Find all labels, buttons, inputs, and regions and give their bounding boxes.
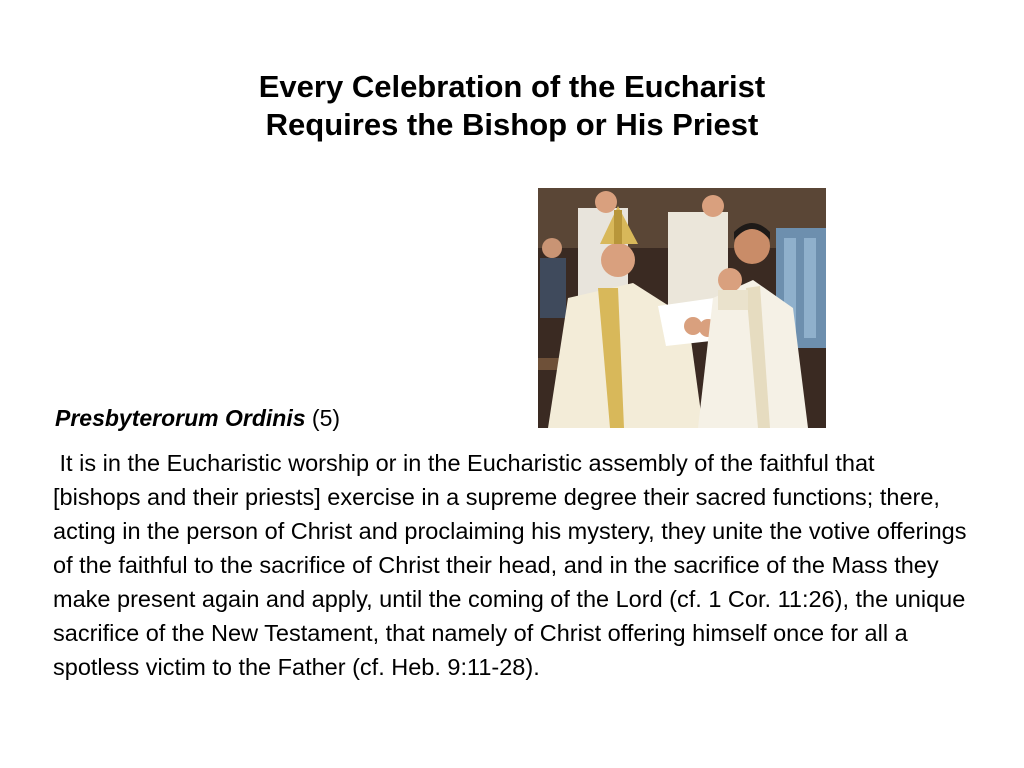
slide-title	[0, 68, 1024, 144]
ordination-photo	[538, 188, 826, 428]
title-line-1: Every Celebration of the Eucharist	[258, 69, 766, 104]
photo-illustration	[538, 188, 826, 428]
source-citation	[55, 403, 340, 433]
source-reference: (5)	[311, 405, 341, 431]
quote-paragraph: It is in the Eucharistic worship or in the Eucharistic assembly of the faithful that [bishops and their priests] exercise in a supreme degree their sacred functions; there, acting in the person of Christ and proclaiming his mystery, they unite the votive offerings of the faithful to the sacrifice of Christ their head, and in the sacrifice of the Mass they make present again and apply, until the coming of the Lord (cf. 1 Cor. 11:26), the unique sacrifice of the New Testament, that namely of Christ offering himself once for all a spotless victim to the Father (cf. Heb. 9:11-28).	[53, 450, 974, 680]
source-title: Presbyterorum Ordinis	[55, 405, 306, 431]
title-line-2: Requires the Bishop or His Priest	[265, 107, 759, 142]
